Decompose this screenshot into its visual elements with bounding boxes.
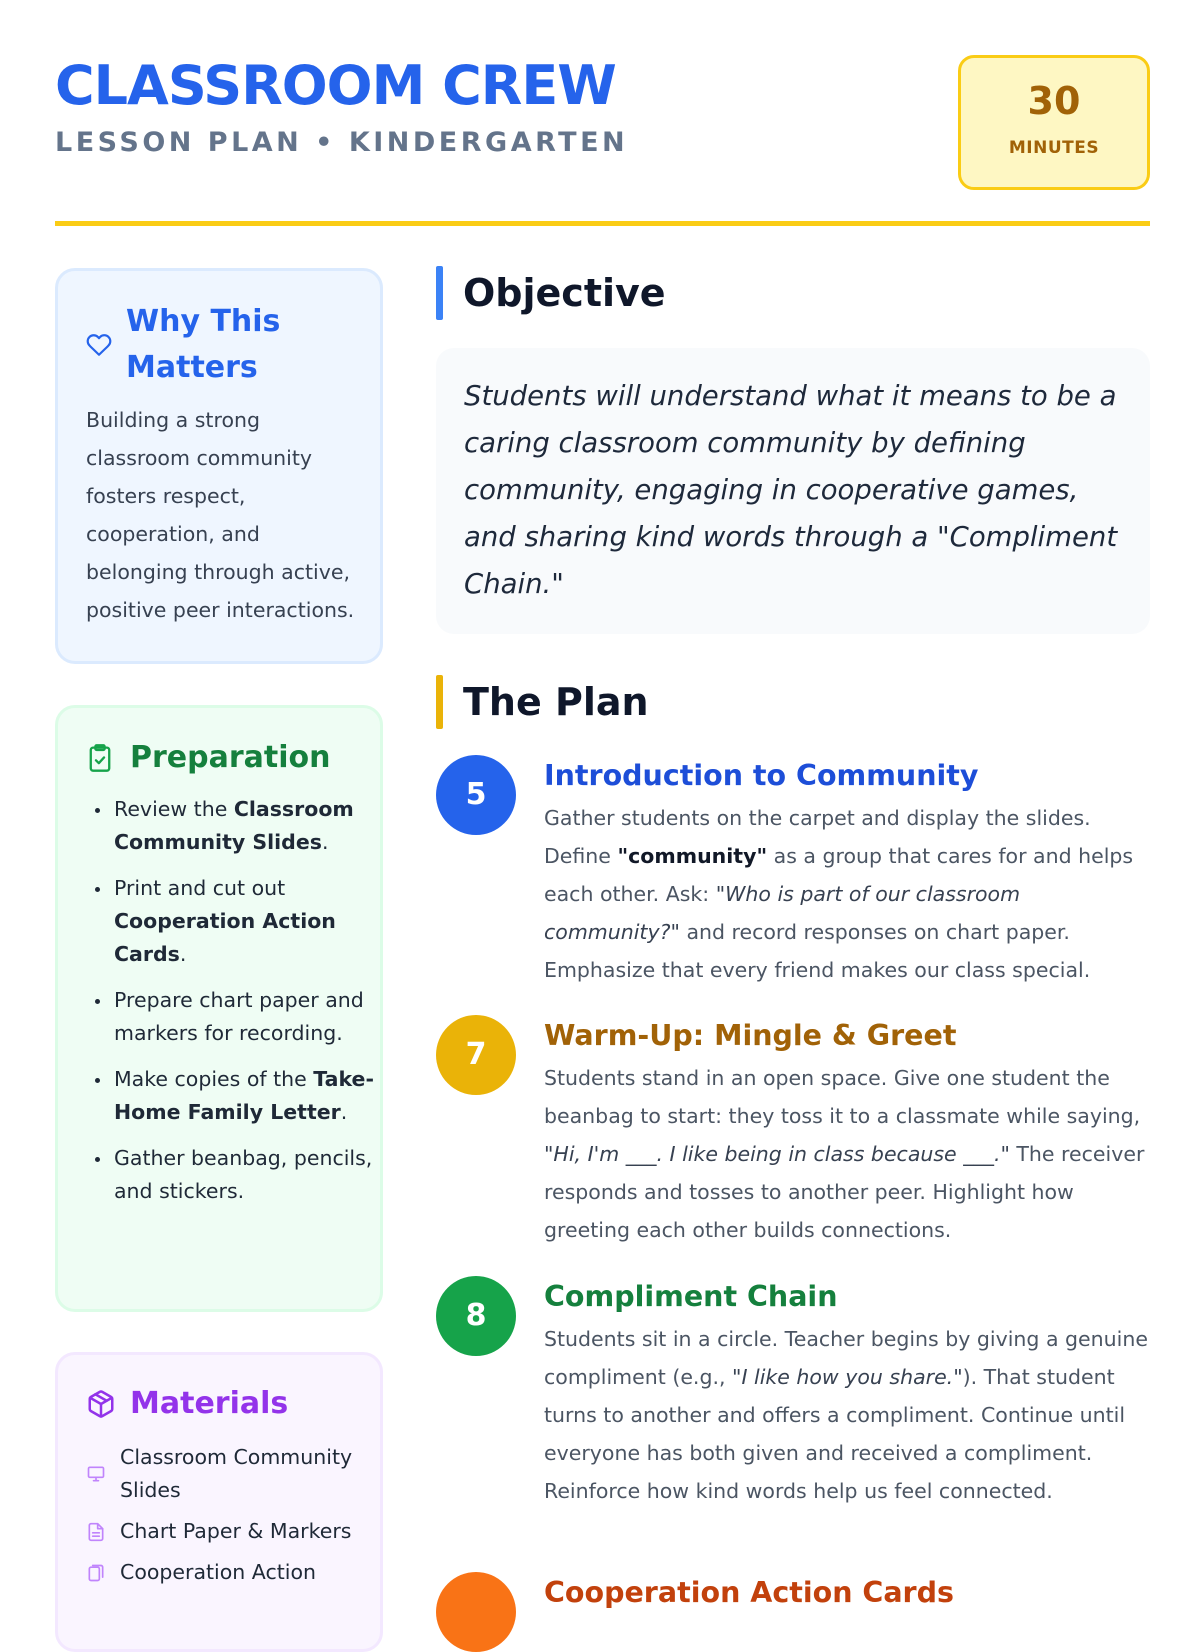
duration-badge xyxy=(958,55,1150,190)
step-minutes-badge: 5 xyxy=(436,755,516,835)
cards-icon xyxy=(86,1563,106,1583)
step-minutes-badge: 7 xyxy=(436,1015,516,1095)
prep-item-end: . xyxy=(340,1100,348,1124)
step-minutes-badge: 8 xyxy=(436,1276,516,1356)
material-label: Chart Paper & Markers xyxy=(120,1519,352,1543)
step-title: Introduction to Community xyxy=(544,759,979,792)
objective-box xyxy=(436,348,1150,634)
prep-item-text: Make copies of the xyxy=(114,1067,314,1091)
heart-icon xyxy=(86,332,112,358)
header xyxy=(55,55,1150,225)
materials-card xyxy=(55,1352,383,1652)
step-text: and record responses on chart paper. Emphasize that every friend makes our class special. xyxy=(544,920,1091,982)
prep-item xyxy=(112,872,387,971)
material-label: Classroom Community Slides xyxy=(120,1445,353,1502)
step-text: The receiver responds and tosses to another peer. Highlight how greeting each other builds connections. xyxy=(544,1142,1145,1242)
materials-title: Materials xyxy=(130,1386,289,1421)
prep-item-text: Prepare chart paper and markers for recording. xyxy=(114,988,364,1045)
material-item xyxy=(86,1556,366,1589)
document-icon xyxy=(86,1521,106,1543)
prep-item-bold: Take-Home Family Letter xyxy=(114,1067,374,1124)
materials-heading xyxy=(86,1381,288,1427)
plan-heading xyxy=(436,675,649,729)
why-text: Building a strong classroom community fosters respect, cooperation, and belonging through active, positive peer interactions. xyxy=(86,408,355,622)
step-text: ). That student turns to another and offers a compliment. Continue until everyone has both given and received a compliment. Reinforce how kind words help us feel connected. xyxy=(544,1365,1126,1503)
plan-heading-text: The Plan xyxy=(463,680,649,724)
step-text-italic: "I like how you share." xyxy=(732,1365,963,1389)
material-label: Cooperation Action xyxy=(120,1560,317,1584)
step-text-italic: "Who is part of our classroom community?" xyxy=(544,882,1021,944)
step-text-italic: "Hi, I'm ___. I like being in class because ___." xyxy=(544,1142,1010,1166)
step-title: Warm-Up: Mingle & Greet xyxy=(544,1019,957,1052)
step-text: Gather students on the carpet and display the slides. Define xyxy=(544,806,1091,868)
prep-item xyxy=(112,1063,387,1129)
header-divider xyxy=(55,221,1150,226)
why-heading xyxy=(86,299,356,391)
preparation-title: Preparation xyxy=(130,740,331,775)
objective-heading xyxy=(436,266,666,320)
step-text-bold: "community" xyxy=(617,844,768,868)
why-this-matters-card xyxy=(55,268,383,664)
step-text: as a group that cares for and helps each other. Ask: xyxy=(544,844,1134,906)
materials-list xyxy=(86,1441,366,1597)
material-item xyxy=(86,1441,366,1507)
step-description xyxy=(544,1059,1156,1249)
page-subtitle: LESSON PLAN • KINDERGARTEN xyxy=(55,127,629,158)
step-title: Compliment Chain xyxy=(544,1280,838,1313)
prep-item-bold: Cooperation Action Cards xyxy=(114,909,336,966)
step-description xyxy=(544,799,1156,989)
step-description xyxy=(544,1320,1156,1510)
prep-item xyxy=(112,984,387,1050)
why-title: Why This Matters xyxy=(126,304,281,385)
prep-item-end: . xyxy=(179,942,187,966)
preparation-list xyxy=(86,793,387,1221)
step-title: Cooperation Action Cards xyxy=(544,1576,954,1609)
objective-text: Students will understand what it means to be a caring classroom community by defining community, engaging in cooperative games, and sharing kind words through a "Compliment Chain." xyxy=(464,380,1118,600)
package-icon xyxy=(86,1389,116,1419)
prep-item-text: Review the xyxy=(114,797,234,821)
prep-item-end: . xyxy=(321,830,329,854)
step-minutes-badge xyxy=(436,1572,516,1652)
prep-item-text: Print and cut out xyxy=(114,876,286,900)
duration-value: 30 xyxy=(1027,79,1081,123)
objective-accent-bar xyxy=(436,266,443,320)
preparation-card xyxy=(55,705,383,1312)
step-text: Students sit in a circle. Teacher begins by giving a genuine compliment (e.g., xyxy=(544,1327,1148,1389)
material-item xyxy=(86,1515,366,1548)
monitor-icon xyxy=(86,1464,106,1484)
duration-unit: MINUTES xyxy=(1008,138,1100,158)
prep-item xyxy=(112,793,387,859)
page-title: CLASSROOM CREW xyxy=(55,54,616,117)
prep-item xyxy=(112,1142,387,1208)
plan-accent-bar xyxy=(436,675,443,729)
step-text: Students stand in an open space. Give one student the beanbag to start: they toss it to a classmate while saying, xyxy=(544,1066,1141,1128)
prep-item-bold: Classroom Community Slides xyxy=(114,797,354,854)
objective-heading-text: Objective xyxy=(463,271,666,315)
preparation-heading xyxy=(86,735,330,781)
clipboard-check-icon xyxy=(86,743,114,773)
prep-item-text: Gather beanbag, pencils, and stickers. xyxy=(114,1146,373,1203)
